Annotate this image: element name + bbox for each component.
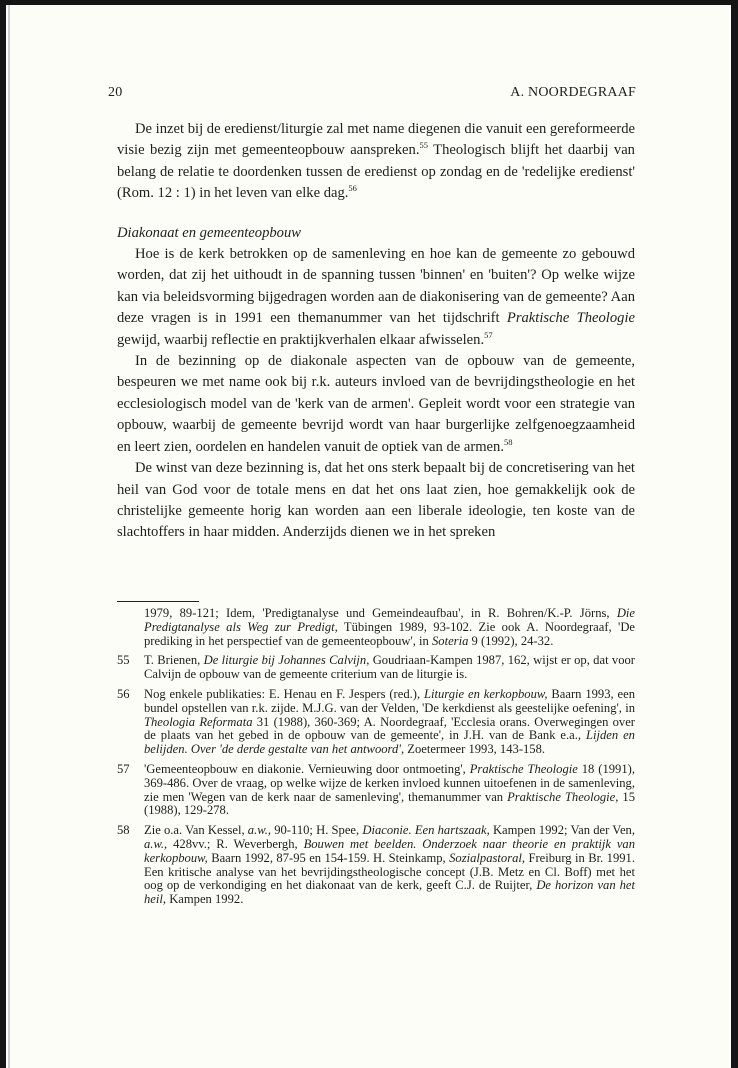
footnote-number: 58 — [117, 823, 130, 838]
footnote-number: 55 — [117, 653, 130, 668]
footnote-56: 56 Nog enkele publikaties: E. Henau en F. Jespers (red.), Liturgie en kerkopbouw, Baarn 1993, een bundel opstellen van r.k. zijde. M.J.G. van der Velden, 'De kerkdienst als geestelijke oefening', in Theologia Reformata 31 (1988), 360-369; A. Noordegraaf, 'Ecclesia orans. Overwegingen over de plaats van het gebed in de opbouw van de gemeente', in J.H. van de Bank e.a., Lijden en belijden. Over 'de derde gestalte van het antwoord', Zoetermeer 1993, 143-158. — [117, 686, 635, 757]
paragraph-1: De inzet bij de eredienst/liturgie zal met name diegenen die vanuit een gereformeerde visie bezig zijn met gemeenteopbouw aanspreken.$^{55}$ Theologisch blijft het daarbij van belang de relatie te doordenken tussen de eredienst op zondag en de 'redelijke eredienst' (Rom. 12 : 1) in het leven van elke dag.$^{56}$ — [117, 121, 635, 202]
footnote-continued: 1979, 89-121; Idem, 'Predigtanalyse und Gemeindeaufbau', in R. Bohren/K.-P. Jörns, Die Predigtanalyse als Weg zur Predigt, Tübingen 1989, 93-102. Zie ook A. Noordegraaf, 'De prediking in het perspectief van de gemeenteopbouw', in Soteria 9 (1992), 24-32. — [144, 606, 635, 648]
section-heading: Diakonaat en gemeenteopbouw — [117, 224, 301, 241]
main-text — [117, 119, 635, 544]
scan-frame-left — [0, 0, 6, 1068]
paragraph-4: De winst van deze bezinning is, dat het ons sterk bepaalt bij de concretisering van het heil van God voor de totale mens en dat het ons laat zien, hoe gemakkelijk ook de christelijke gemeente horig kan worden aan een liberale ideologie, ten koste van de slachtoffers in haar midden. Anderzijds dienen we in het spreken — [117, 460, 635, 541]
footnote-ref-56[interactable]: 56 — [348, 183, 357, 194]
footnote-ref-55[interactable]: 55 — [419, 140, 428, 151]
footnote-ref-58[interactable]: 58 — [503, 436, 513, 447]
paragraph-2: Hoe is de kerk betrokken op de samenleving en hoe kan de gemeente zo gebouwd worden, dat zij het uithoudt in de spanning tussen 'binnen' en 'buiten'? Op welke wijze kan via beleidsvorming bijgedragen worden aan de diakonisering van de gemeente? Aan deze vragen is in 1991 een themanummer van het tijdschrift Praktische Theologie gewijd, waarbij reflectie en praktijkverhalen elkaar afwisselen.$^{57}$ — [117, 246, 635, 348]
footnote-ref-57[interactable]: 57 — [484, 329, 493, 340]
footnote-57: 57 'Gemeenteopbouw en diakonie. Vernieuwing door ontmoeting', Praktische Theologie 18 (1991), 369-486. Over de vraag, op welke wijze de kerken invloed kunnen uitoefenen in de samenleving, zie men 'Wegen van de kerk naar de samenleving', themanummer van Praktische Theologie, 15 (1988), 129-278. — [117, 761, 636, 818]
footnote-separator — [117, 601, 199, 602]
page-number: 20 — [108, 85, 123, 100]
footnote-number: 57 — [117, 761, 130, 776]
footnote-58: 58 Zie o.a. Van Kessel, a.w., 90-110; H. Spee, Diaconie. Een hartszaak, Kampen 1992; Van der Ven, a.w., 428vv.; R. Weverbergh, Bouwen met beelden. Onderzoek naar theorie en praktijk van kerkopbouw, Baarn 1992, 87-95 en 154-159. H. Steinkamp, Sozialpastoral, Freiburg in Br. 1991. Een kritische analyse van het bevrijdingstheologische concept (J.B. Metz en Cl. Boff) met het oog op de verkondiging en het diakonaat van de kerk, geeft C.J. de Ruijter, De horizon van het heil, Kampen 1992. — [117, 823, 636, 907]
scan-frame-right — [731, 0, 738, 1068]
footnotes — [117, 607, 635, 913]
footnote-55: 55 T. Brienen, De liturgie bij Johannes Calvijn, Goudriaan-Kampen 1987, 162, wijst er op, dat voor Calvijn de opbouw van de gemeente criterium van de liturgie is. — [117, 653, 635, 682]
paragraph-3: In de bezinning op de diakonale aspecten van de opbouw van de gemeente, bespeuren we met name ook bij r.k. auteurs invloed van de bevrijdingstheologie en het ecclesiologisch model van de 'kerk van de armen'. Gepleit wordt voor een strategie van opbouw, waarbij de gemeente bevrijd wordt van haar burgerlijke zelfgenoegzaamheid en leert zien, oordelen en handelen vanuit de optiek van de armen.$^{58}$ — [117, 353, 635, 455]
footnote-number: 56 — [117, 686, 130, 701]
running-head: A. NOORDEGRAAF — [510, 85, 636, 100]
page-header — [108, 85, 636, 101]
